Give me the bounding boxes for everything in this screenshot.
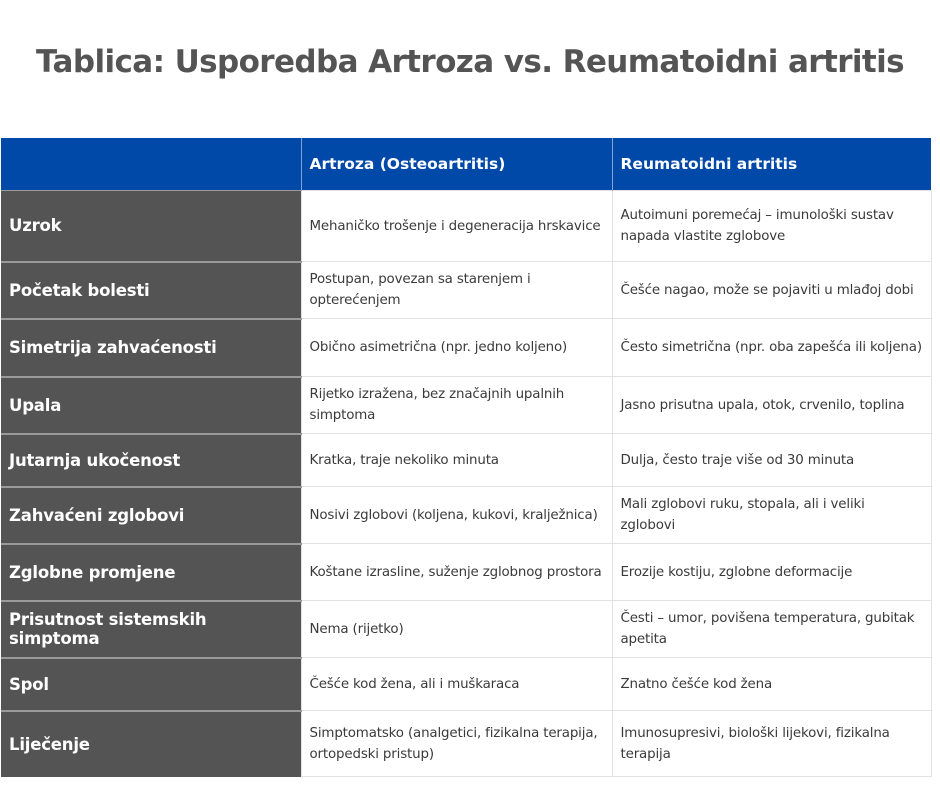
cell-reumatoidni-artritis: Znatno češće kod žena bbox=[612, 658, 931, 711]
cell-artroza: Nema (rijetko) bbox=[301, 601, 612, 658]
row-label: Prisutnost sistemskih simptoma bbox=[1, 601, 301, 658]
header-empty-cell bbox=[1, 138, 301, 191]
table-row bbox=[1, 191, 931, 262]
cell-artroza: Simptomatsko (analgetici, fizikalna terapija, ortopedski pristup) bbox=[301, 711, 612, 777]
cell-artroza: Koštane izrasline, suženje zglobnog prostora bbox=[301, 544, 612, 601]
row-label: Zglobne promjene bbox=[1, 544, 301, 601]
cell-artroza: Obično asimetrična (npr. jedno koljeno) bbox=[301, 319, 612, 377]
row-label: Uzrok bbox=[1, 191, 301, 262]
row-label: Liječenje bbox=[1, 711, 301, 777]
cell-reumatoidni-artritis: Mali zglobovi ruku, stopala, ali i veliki zglobovi bbox=[612, 487, 931, 544]
table-row bbox=[1, 658, 931, 711]
row-label: Jutarnja ukočenost bbox=[1, 434, 301, 487]
cell-reumatoidni-artritis: Autoimuni poremećaj – imunološki sustav napada vlastite zglobove bbox=[612, 191, 931, 262]
cell-artroza: Postupan, povezan sa starenjem i opterećenjem bbox=[301, 262, 612, 319]
table-row bbox=[1, 434, 931, 487]
row-label: Zahvaćeni zglobovi bbox=[1, 487, 301, 544]
cell-reumatoidni-artritis: Često simetrična (npr. oba zapešća ili koljena) bbox=[612, 319, 931, 377]
cell-artroza: Mehaničko trošenje i degeneracija hrskavice bbox=[301, 191, 612, 262]
cell-artroza: Kratka, traje nekoliko minuta bbox=[301, 434, 612, 487]
table-row bbox=[1, 262, 931, 319]
header-artroza: Artroza (Osteoartritis) bbox=[301, 138, 612, 191]
page-title: Tablica: Usporedba Artroza vs. Reumatoidni artritis bbox=[35, 44, 905, 80]
row-label: Upala bbox=[1, 377, 301, 434]
cell-reumatoidni-artritis: Erozije kostiju, zglobne deformacije bbox=[612, 544, 931, 601]
row-label: Simetrija zahvaćenosti bbox=[1, 319, 301, 377]
table-row bbox=[1, 487, 931, 544]
cell-reumatoidni-artritis: Dulja, često traje više od 30 minuta bbox=[612, 434, 931, 487]
cell-reumatoidni-artritis: Imunosupresivi, biološki lijekovi, fizikalna terapija bbox=[612, 711, 931, 777]
cell-reumatoidni-artritis: Česti – umor, povišena temperatura, gubitak apetita bbox=[612, 601, 931, 658]
cell-reumatoidni-artritis: Jasno prisutna upala, otok, crvenilo, toplina bbox=[612, 377, 931, 434]
comparison-table bbox=[1, 138, 932, 777]
table-row bbox=[1, 711, 931, 777]
cell-artroza: Češće kod žena, ali i muškaraca bbox=[301, 658, 612, 711]
row-label: Spol bbox=[1, 658, 301, 711]
table-row bbox=[1, 544, 931, 601]
header-reumatoidni-artritis: Reumatoidni artritis bbox=[612, 138, 931, 191]
cell-artroza: Nosivi zglobovi (koljena, kukovi, kralježnica) bbox=[301, 487, 612, 544]
table-header-row bbox=[1, 138, 931, 191]
row-label: Početak bolesti bbox=[1, 262, 301, 319]
cell-reumatoidni-artritis: Češće nagao, može se pojaviti u mlađoj dobi bbox=[612, 262, 931, 319]
table-row bbox=[1, 319, 931, 377]
cell-artroza: Rijetko izražena, bez značajnih upalnih simptoma bbox=[301, 377, 612, 434]
table-row bbox=[1, 601, 931, 658]
table-row bbox=[1, 377, 931, 434]
